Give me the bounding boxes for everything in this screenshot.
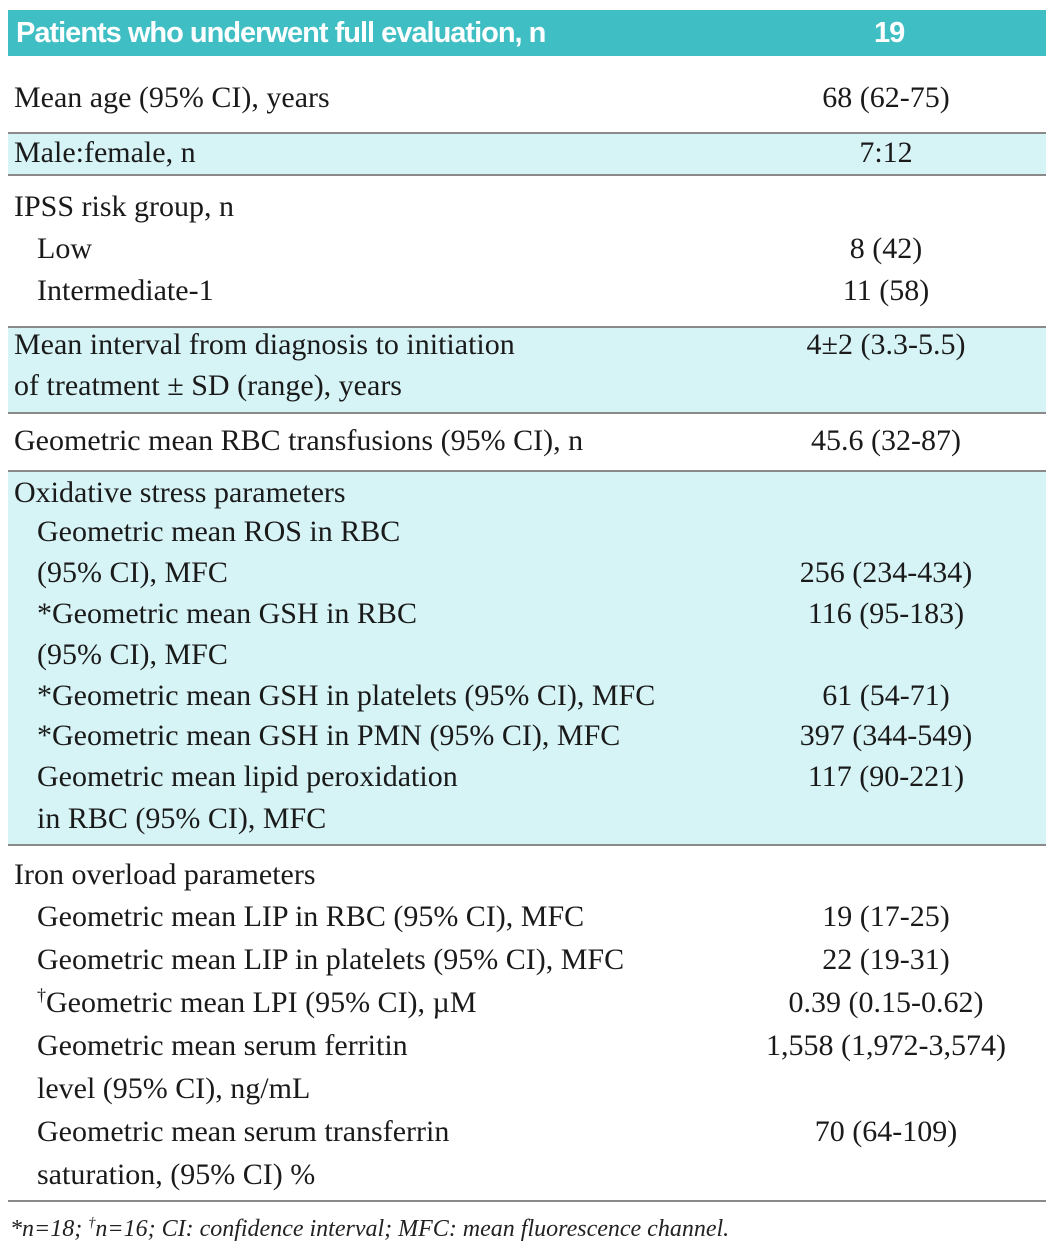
lpi-text: Geometric mean LPI (95% CI), µM: [46, 986, 477, 1019]
footnote-part2: n=16; CI: confidence interval; MFC: mean fluorescence channel.: [95, 1216, 730, 1242]
row-oxidative-stress: [8, 470, 1046, 844]
sub-value-lip-platelets: 22 (19-31): [822, 943, 950, 976]
sub-label-gsh-rbc-line2: (95% CI), MFC: [37, 638, 228, 671]
table-header: [8, 10, 1046, 56]
sub-value-gsh-rbc: 116 (95-183): [807, 597, 965, 630]
table-bottom-rule: [8, 1200, 1046, 1202]
sub-label-lipid-line1: Geometric mean lipid peroxidation: [37, 760, 458, 793]
row-value: 4±2 (3.3-5.5): [806, 328, 966, 361]
row-ipss: [8, 174, 1046, 326]
row-label: Mean age (95% CI), years: [14, 81, 330, 114]
sub-value-lip-rbc: 19 (17-25): [822, 900, 950, 933]
row-age: [8, 70, 1046, 132]
row-label-line2: of treatment ± SD (range), years: [14, 369, 402, 402]
row-interval: [8, 326, 1046, 412]
sub-value-lipid: 117 (90-221): [807, 760, 965, 793]
section-title: IPSS risk group, n: [14, 190, 235, 223]
header-label: Patients who underwent full evaluation, n: [16, 17, 546, 49]
sub-label-tsat-line2: saturation, (95% CI) %: [37, 1158, 316, 1191]
sub-label-low: Low: [37, 232, 92, 265]
dagger-mark: †: [37, 985, 46, 1005]
sub-value-intermediate: 11 (58): [842, 274, 930, 307]
row-label-line1: Mean interval from diagnosis to initiation: [14, 328, 515, 361]
header-value: 19: [874, 17, 905, 49]
row-value: 45.6 (32-87): [811, 424, 961, 457]
sub-label-gsh-pmn: *Geometric mean GSH in PMN (95% CI), MFC: [37, 719, 621, 752]
sub-label-ferritin-line1: Geometric mean serum ferritin: [37, 1029, 408, 1062]
row-label: Geometric mean RBC transfusions (95% CI), n: [14, 424, 584, 457]
section-title: Iron overload parameters: [14, 858, 316, 891]
sub-label-ros-line2: (95% CI), MFC: [37, 556, 228, 589]
row-rbc-transfusions: [8, 412, 1046, 470]
row-iron-overload: [8, 844, 1046, 1200]
sub-label-lip-rbc: Geometric mean LIP in RBC (95% CI), MFC: [37, 900, 585, 933]
sub-value-ros: 256 (234-434): [799, 556, 973, 589]
sub-label-tsat-line1: Geometric mean serum transferrin: [37, 1115, 450, 1148]
sub-value-ferritin: 1,558 (1,972-3,574): [766, 1029, 1006, 1062]
sub-value-gsh-pmn: 397 (344-549): [799, 719, 973, 752]
sub-value-tsat: 70 (64-109): [814, 1115, 958, 1148]
sub-label-lpi: [37, 984, 477, 1022]
sub-label-lipid-line2: in RBC (95% CI), MFC: [37, 802, 327, 835]
row-divider: [8, 470, 1046, 472]
row-divider: [8, 844, 1046, 846]
row-value: 68 (62-75): [822, 81, 950, 114]
sub-value-low: 8 (42): [849, 232, 923, 265]
row-divider: [8, 412, 1046, 414]
row-value: 7:12: [859, 136, 913, 169]
row-label: Male:female, n: [14, 136, 196, 169]
sub-value-lpi: 0.39 (0.15-0.62): [788, 986, 984, 1019]
sub-label-gsh-platelets: *Geometric mean GSH in platelets (95% CI), MFC: [37, 679, 656, 712]
row-sex: [8, 132, 1046, 174]
footnote-dagger: †: [88, 1215, 96, 1231]
section-title: Oxidative stress parameters: [14, 476, 346, 509]
sub-label-intermediate: Intermediate-1: [37, 274, 214, 307]
footnote-part1: *n=18;: [10, 1216, 89, 1242]
sub-label-ros-line1: Geometric mean ROS in RBC: [37, 515, 401, 548]
table-footnote: [10, 1216, 729, 1243]
sub-label-ferritin-line2: level (95% CI), ng/mL: [37, 1072, 311, 1105]
sub-label-lip-platelets: Geometric mean LIP in platelets (95% CI), MFC: [37, 943, 625, 976]
row-divider: [8, 174, 1046, 176]
sub-value-gsh-platelets: 61 (54-71): [822, 679, 950, 712]
sub-label-gsh-rbc-line1: *Geometric mean GSH in RBC: [37, 597, 417, 630]
